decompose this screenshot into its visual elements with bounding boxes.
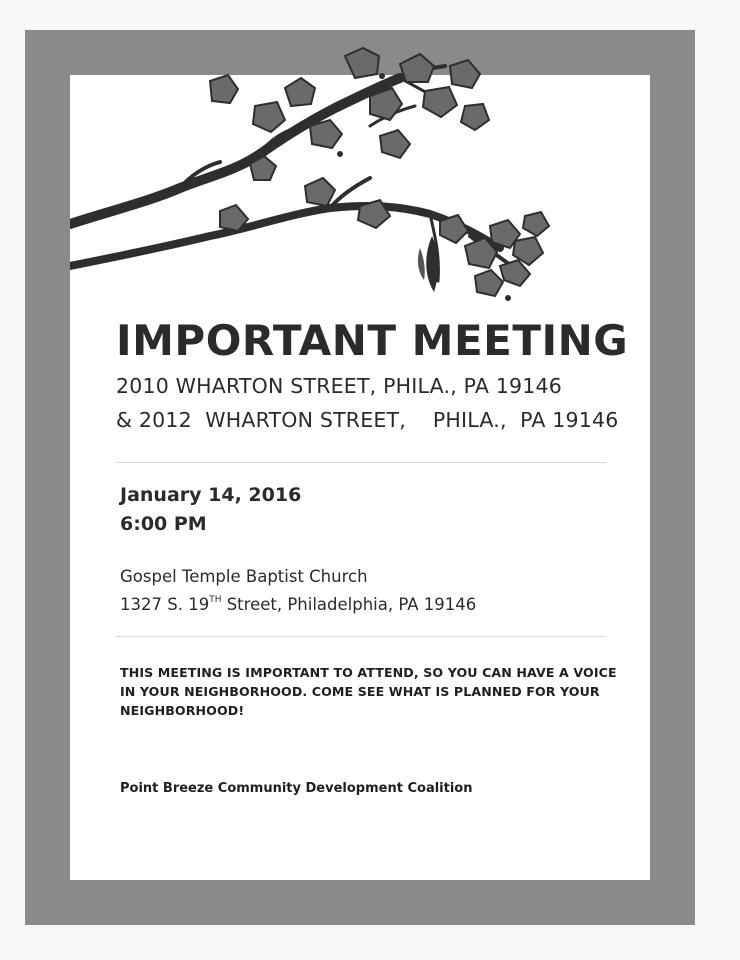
meeting-notice: THIS MEETING IS IMPORTANT TO ATTEND, SO YOU CAN HAVE A VOICE IN YOUR NEIGHBORHOOD. COME SEE WHAT IS PLANNED FOR YOUR NEIGHBORHOOD! — [120, 665, 617, 718]
meeting-time: 6:00 PM — [120, 513, 207, 535]
divider-top — [116, 462, 606, 463]
divider-bottom — [116, 636, 606, 637]
venue-name: Gospel Temple Baptist Church — [120, 567, 368, 586]
venue-street-rest: Street, Philadelphia, PA 19146 — [221, 595, 477, 614]
venue-address — [120, 595, 476, 614]
address-line-2: & 2012 WHARTON STREET, PHILA., PA 19146 — [116, 408, 619, 432]
blossom-branch-illustration — [70, 36, 560, 306]
address-line-1: 2010 WHARTON STREET, PHILA., PA 19146 — [116, 374, 563, 398]
organization-name: Point Breeze Community Development Coalition — [120, 781, 473, 796]
venue-street-number: 1327 S. 19 — [120, 595, 210, 614]
venue-street-ordinal: TH — [209, 595, 222, 605]
flyer-title: IMPORTANT MEETING — [116, 316, 629, 365]
meeting-date: January 14, 2016 — [120, 484, 302, 506]
